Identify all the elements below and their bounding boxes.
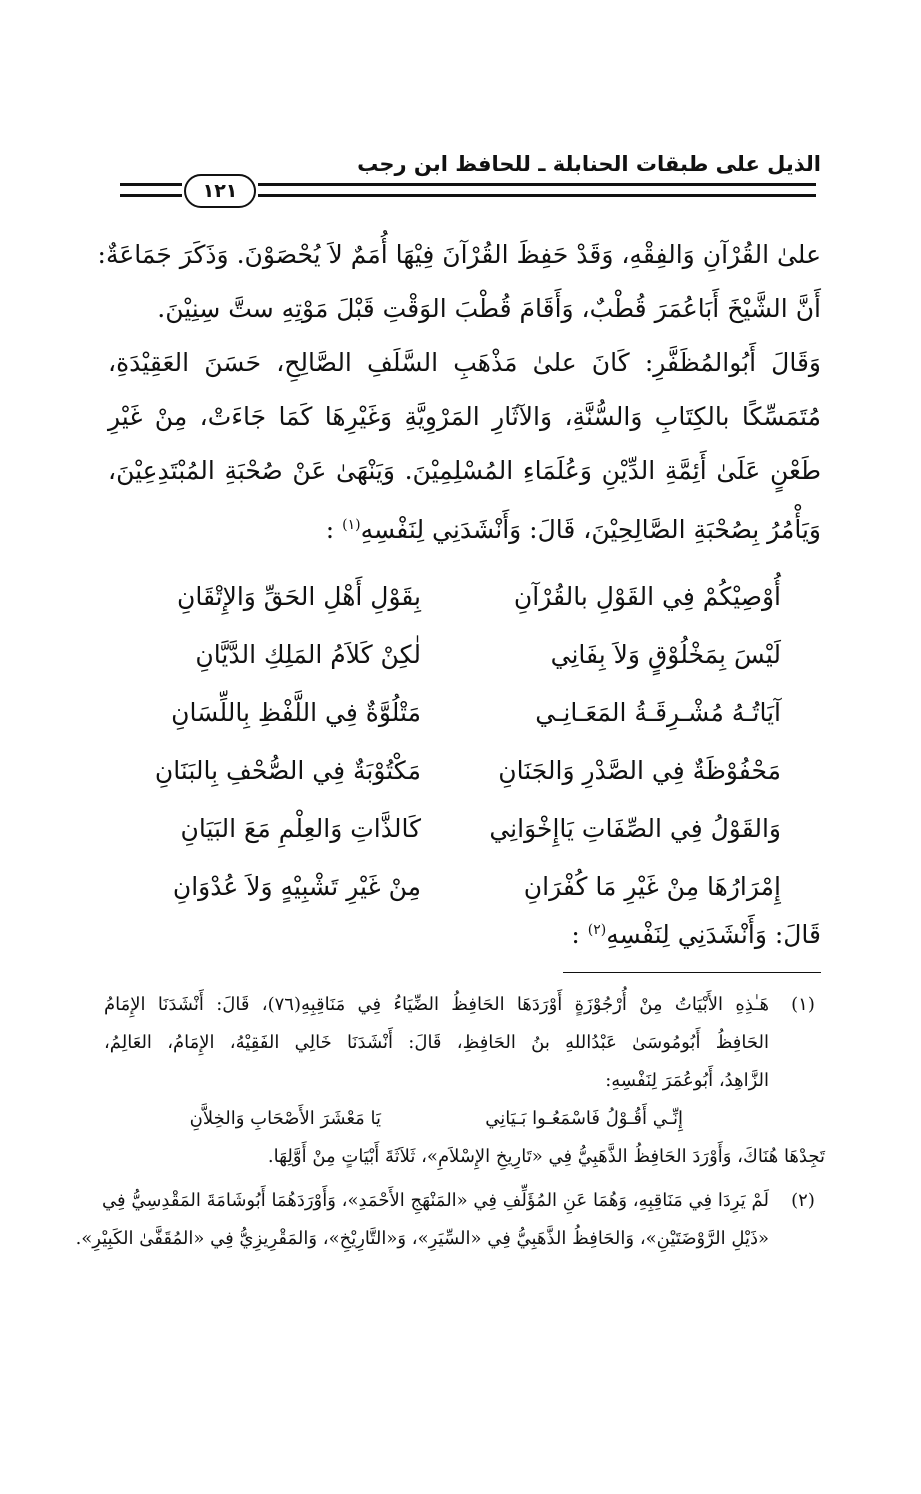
prose-line: أَنَّ الشَّيْخَ أَبَاعُمَرَ قُطْبٌ، وَأَقَامَ قُطْبَ الوَقْتِ قَبْلَ مَوْتِهِ ستَّ سِنِيْنَ.	[157, 294, 821, 323]
running-title: الذيل على طبقات الحنابلة ـ للحافظ ابن رجب	[357, 152, 821, 176]
footnote-verse	[104, 1100, 769, 1138]
verse-first-hemistich: وَالقَوْلُ فِي الصِّفَاتِ يَاإِخْوَانِي	[489, 814, 781, 843]
verse-first-hemistich: أُوْصِيْكُمْ فِي القَوْلِ بالقُرْآنِ	[513, 582, 781, 611]
colon: :	[571, 920, 580, 949]
verse-first-hemistich: مَحْفُوْظَةٌ فِي الصَّدْرِ وَالجَنَانِ	[498, 756, 781, 785]
verse-second-hemistich: مَكْتُوْبَةٌ فِي الصُّحْفِ بِالبَنَانِ	[154, 756, 421, 785]
footnote-verse-second: يَا مَعْشَرَ الأَصْحَابِ وَالخِلاَّنِ	[189, 1108, 381, 1129]
header-rule-right	[258, 183, 816, 197]
body-prose	[97, 228, 821, 552]
footnote-number: (٢)	[791, 1190, 815, 1211]
verse-first-hemistich: لَيْسَ بِمَخْلُوْقٍ وَلاَ بِفَانِي	[550, 640, 781, 669]
verse-first-hemistich: إِمْرَارُهَا مِنْ غَيْرِ مَا كُفْرَانِ	[523, 872, 781, 901]
poem	[108, 568, 821, 916]
footnotes	[75, 986, 825, 1258]
prose-line: مُتَمَسِّكًا بالكِتَابِ وَالسُّنَّةِ، وَالآثَارِ المَرْوِيَّةِ وَغَيْرِهَا كَمَا جَاءَتْ، مِنْ غَيْرِ	[108, 402, 821, 431]
colon: :	[325, 515, 335, 544]
footnote-line: «ذَيْلِ الرَّوْضَتَيْنِ»، وَالحَافِظُ الذَّهَبِيُّ فِي «السِّيَرِ»، وَ«التَّارِيْخِ»، وَالمَقْرِيزِيُّ فِي «المُقَفَّىٰ الكَبِيْرِ».	[75, 1228, 769, 1249]
footnote-line: الحَافِظُ أَبُومُوسَىٰ عَبْدُاللهِ بنُ الحَافِظِ، قَالَ: أَنْشَدَنَا خَالِي الفَقِيْهُ، الإِمَامُ، العَالِمُ،	[104, 1032, 769, 1053]
prose-line-text: وَيَأْمُرُ بِصُحْبَةِ الصَّالِحِيْنَ، قَالَ: وَأَنْشَدَنِي لِنَفْسِهِ	[360, 515, 821, 544]
footnote-line: لَمْ يَرِدَا فِي مَنَاقِبِهِ، وَهُمَا عَنِ المُؤَلِّفِ فِي «المَنْهَجِ الأَحْمَدِ»، وَأَوْرَدَهُمَا أَبُوشَامَةَ المَقْدِسِيُّ فِي	[101, 1190, 769, 1211]
after-poem-line	[571, 908, 821, 957]
footnote-1	[104, 986, 825, 1176]
header-rule-left	[120, 183, 182, 197]
verse-second-hemistich: مِنْ غَيْرِ تَشْبِيْهٍ وَلاَ عُدْوَانِ	[172, 872, 421, 901]
verse-second-hemistich: بِقَوْلِ أَهْلِ الحَقِّ وَالإِتْقَانِ	[177, 582, 421, 611]
footnote-number: (١)	[791, 994, 815, 1015]
footnote-verse-first: إِنِّـي أَقُـوْلُ فَاسْمَعُـوا بَـيَانِي	[485, 1108, 683, 1129]
verse	[108, 568, 821, 626]
verse-first-hemistich: آيَاتُـهُ مُشْـرِقَـةُ المَعَـانِـي	[535, 698, 781, 727]
after-poem-text: قَالَ: وَأَنْشَدَنِي لِنَفْسِهِ	[606, 920, 821, 949]
footnote-ref-1[interactable]: (١)	[342, 517, 361, 533]
prose-line: علىٰ القُرْآنِ وَالفِقْهِ، وَقَدْ حَفِظَ القُرْآنَ فِيْهَا أُمَمٌ لاَ يُحْصَوْنَ. وَذَكَرَ جَمَاعَةٌ:	[97, 240, 821, 269]
page-number: ١٢١	[184, 174, 256, 208]
verse	[108, 626, 821, 684]
footnote-line: الزَّاهِدُ، أَبُوعُمَرَ لِنَفْسِهِ:	[605, 1070, 769, 1091]
footnote-separator	[563, 972, 821, 973]
verse	[108, 800, 821, 858]
verse	[108, 684, 821, 742]
verse-second-hemistich: لٰكِنْ كَلاَمُ المَلِكِ الدَّيَّانِ	[195, 640, 421, 669]
footnote-line: تَجِدْهَا هُنَاكَ، وَأَوْرَدَ الحَافِظُ الذَّهَبِيُّ فِي «تَارِيخِ الإِسْلاَمِ»، ثَلاَثَةَ أَبْيَاتٍ مِنْ أَوَّلِهَا.	[267, 1146, 825, 1167]
footnote-line: هَـٰذِهِ الأَبْيَاتُ مِنْ أُرْجُوْزَةٍ أَوْرَدَهَا الحَافِظُ الضِّيَاءُ فِي مَنَاقِبِهِ(٧٦)، قَالَ: أَنْشَدَنَا الإِمَامُ	[104, 994, 769, 1015]
prose-line: وَقَالَ أَبُوالمُظَفَّرِ: كَانَ علىٰ مَذْهَبِ السَّلَفِ الصَّالِحِ، حَسَنَ العَقِيْدَةِ،	[108, 348, 821, 377]
verse	[108, 742, 821, 800]
footnote-ref-2[interactable]: (٢)	[587, 922, 607, 938]
verse-second-hemistich: مَتْلُوَّةٌ فِي اللَّفْظِ بِاللِّسَانِ	[171, 698, 421, 727]
footnote-2	[75, 1182, 825, 1258]
prose-line	[108, 498, 821, 552]
prose-line: طَعْنٍ عَلَىٰ أَئِمَّةِ الدِّيْنِ وَعُلَمَاءِ المُسْلِمِيْنَ. وَيَنْهَىٰ عَنْ صُحْبَةِ المُبْتَدِعِيْنَ،	[108, 456, 821, 485]
verse-second-hemistich: كَالذَّاتِ وَالعِلْمِ مَعَ البَيَانِ	[180, 814, 421, 843]
